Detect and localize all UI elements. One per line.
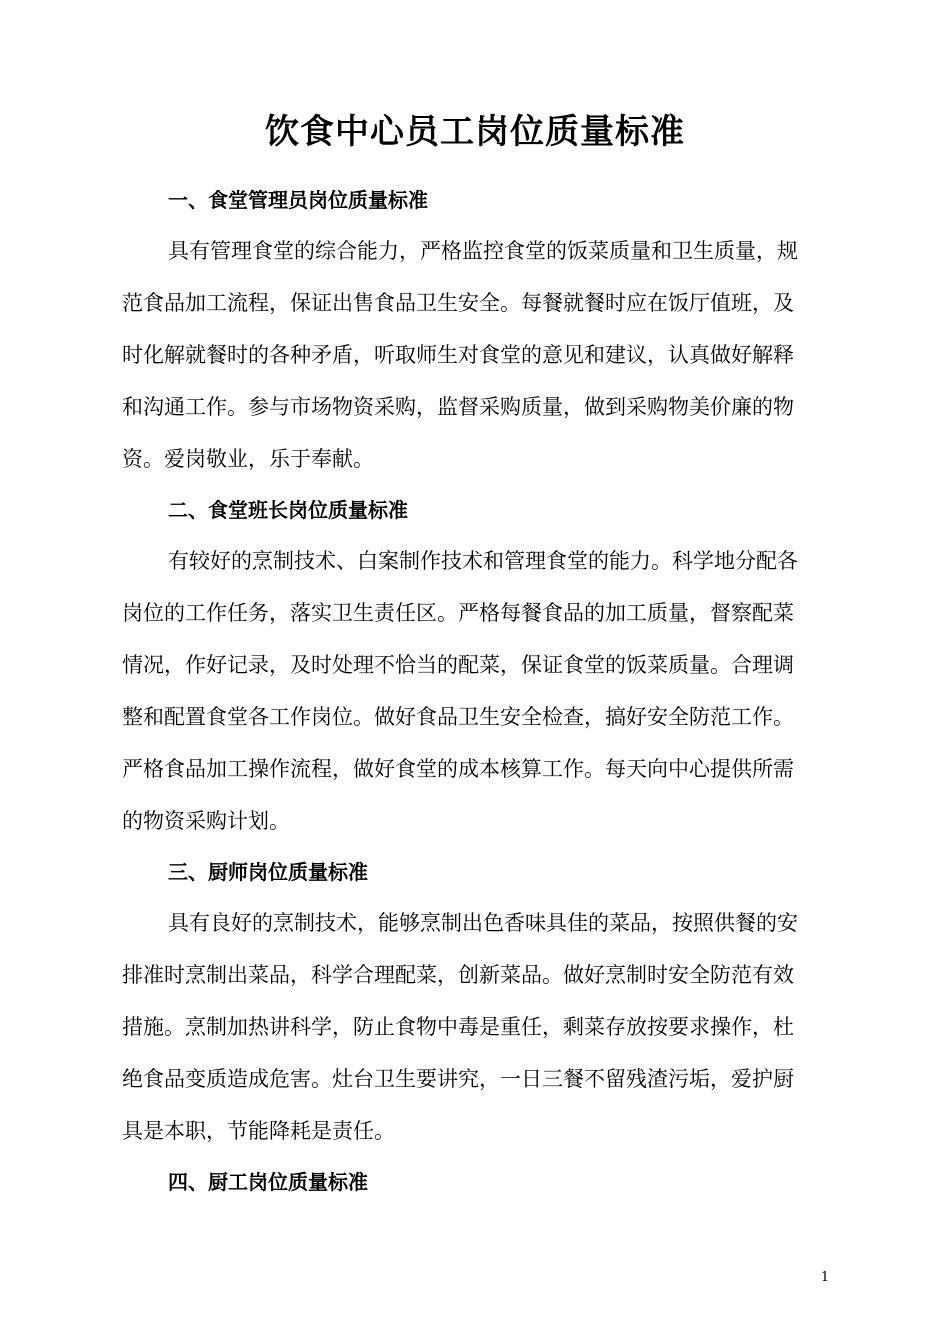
paragraph-line: 资。爱岗敬业，乐于奉献。 <box>122 447 374 471</box>
paragraph-line: 绝食品变质造成危害。灶台卫生要讲究，一日三餐不留残渣污垢，爱护厨 <box>122 1067 794 1091</box>
section-chef <box>122 847 834 1157</box>
paragraph-line: 具是本职，节能降耗是责任。 <box>122 1119 395 1143</box>
section-kitchen-worker <box>122 1157 834 1207</box>
paragraph-line: 有较好的烹制技术、白案制作技术和管理食堂的能力。科学地分配各 <box>168 549 798 573</box>
section-team-leader <box>122 485 834 847</box>
paragraph-line: 具有良好的烹制技术，能够烹制出色香味具佳的菜品，按照供餐的安 <box>168 911 798 935</box>
page-number: 1 <box>820 1270 830 1285</box>
paragraph-line: 的物资采购计划。 <box>122 809 290 833</box>
document-title: 饮食中心员工岗位质量标准 <box>265 111 685 152</box>
paragraph-line: 整和配置食堂各工作岗位。做好食品卫生安全检查，搞好安全防范工作。 <box>122 705 794 729</box>
section-cafeteria-manager <box>122 175 834 485</box>
section-heading: 三、厨师岗位质量标准 <box>168 860 368 884</box>
paragraph-line: 时化解就餐时的各种矛盾，听取师生对食堂的意见和建议，认真做好解释 <box>122 343 794 367</box>
document-content <box>122 175 834 1207</box>
section-heading: 一、食堂管理员岗位质量标准 <box>168 188 428 212</box>
paragraph-line: 范食品加工流程，保证出售食品卫生安全。每餐就餐时应在饭厅值班，及 <box>122 291 794 315</box>
paragraph-line: 排准时烹制出菜品，科学合理配菜，创新菜品。做好烹制时安全防范有效 <box>122 963 794 987</box>
section-heading: 二、食堂班长岗位质量标准 <box>168 498 408 522</box>
paragraph-line: 措施。烹制加热讲科学，防止食物中毒是重任，剩菜存放按要求操作，杜 <box>122 1015 794 1039</box>
paragraph-line: 情况，作好记录，及时处理不恰当的配菜，保证食堂的饭菜质量。合理调 <box>122 653 794 677</box>
paragraph-line: 岗位的工作任务，落实卫生责任区。严格每餐食品的加工质量，督察配菜 <box>122 601 794 625</box>
paragraph-line: 严格食品加工操作流程，做好食堂的成本核算工作。每天向中心提供所需 <box>122 757 794 781</box>
section-body <box>122 225 834 485</box>
section-body <box>122 897 834 1157</box>
paragraph-line: 具有管理食堂的综合能力，严格监控食堂的饭菜质量和卫生质量，规 <box>168 239 798 263</box>
section-heading: 四、厨工岗位质量标准 <box>168 1170 368 1194</box>
section-body <box>122 535 834 847</box>
paragraph-line: 和沟通工作。参与市场物资采购，监督采购质量，做到采购物美价廉的物 <box>122 395 794 419</box>
